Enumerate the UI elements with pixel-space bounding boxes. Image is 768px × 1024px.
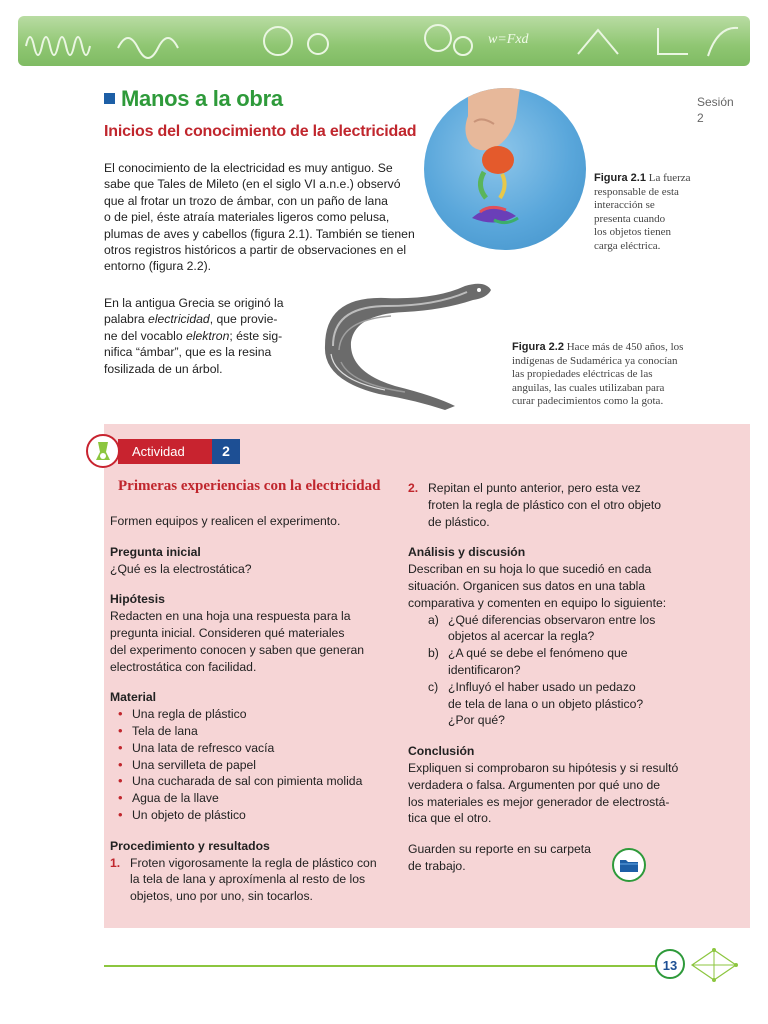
question-a	[428, 612, 688, 646]
question-text	[448, 679, 643, 729]
activity-number: 2	[212, 439, 240, 464]
session-label	[697, 94, 734, 126]
text-line: de plástico.	[428, 514, 490, 529]
caption-line: curar padecimientos como la gota.	[512, 395, 664, 408]
text-span: palabra	[104, 312, 149, 327]
text-line: entorno (figura 2.2).	[104, 259, 212, 274]
activity-experiment-icon	[86, 434, 120, 468]
header-banner	[18, 16, 750, 66]
italic-word: electricidad	[148, 312, 210, 327]
intro-subtitle: Inicios del conocimiento de la electricidad	[104, 123, 417, 140]
question-label: c)	[428, 679, 439, 694]
list-item: • Un objeto de plástico	[118, 807, 400, 824]
text-line: Describan en su hoja lo que sucedió en cada	[408, 562, 652, 577]
text-line: pregunta inicial. Consideren qué materiales	[110, 625, 345, 640]
procedure-step-1	[110, 855, 400, 905]
list-item: • Tela de lana	[118, 723, 400, 740]
figure-2-2-eel-illustration	[305, 276, 500, 411]
conclusion-heading: Conclusión	[408, 744, 475, 759]
caption-line: las propiedades eléctricas de las	[512, 368, 653, 381]
caption-line: indígenas de Sudamérica ya conocían	[512, 354, 678, 367]
text-line: los materiales es mejor generador de electrostá-	[408, 794, 670, 809]
italic-word: elektron	[186, 328, 230, 343]
text-line: del experimento conocen y saben que generan	[110, 642, 365, 657]
text-line: tica que el otro.	[408, 811, 492, 826]
session-label-text: Sesión	[697, 95, 734, 109]
text-line: sabe que Tales de Mileto (en el siglo VI a.n.e.) observó	[104, 177, 401, 192]
text-line: En la antigua Grecia se originó la	[104, 296, 284, 310]
step-text	[428, 480, 661, 530]
text-line: verdadera o falsa. Argumenten por qué uno de	[408, 777, 661, 792]
text-line	[104, 311, 304, 327]
text-line: nifica “ámbar”, que es la resina	[104, 345, 272, 360]
figure-label: Figura 2.1	[594, 172, 646, 184]
blue-square-icon	[104, 93, 115, 104]
activity-intro: Formen equipos y realicen el experimento.	[110, 514, 341, 528]
text-line: El conocimiento de la electricidad es muy antiguo. Se	[104, 161, 393, 175]
caption-line: presenta cuando	[594, 212, 666, 225]
caption-line: interacción se	[594, 199, 655, 212]
activity-title: Primeras experiencias con la electricidad	[118, 478, 381, 494]
intro-paragraph-1	[104, 160, 436, 275]
question-text	[448, 645, 628, 679]
text-line: electrostática con facilidad.	[110, 659, 257, 674]
list-item: • Una lata de refresco vacía	[118, 740, 400, 757]
text-line: que al frotar un trozo de ámbar, con un paño de lana	[104, 193, 388, 208]
text-span: ; éste sig-	[229, 328, 283, 343]
text-line: otros registros históricos a partir de observaciones en el	[104, 243, 407, 258]
caption-line	[512, 341, 742, 355]
text-line	[104, 328, 304, 344]
procedure-heading: Procedimiento y resultados	[110, 838, 270, 853]
caption-line: carga eléctrica.	[594, 239, 661, 252]
footer-sparkle-decoration	[684, 940, 744, 990]
question-label: a)	[428, 612, 439, 627]
section-title-text: Manos a la obra	[121, 86, 283, 111]
text-line: ¿Por qué?	[448, 713, 505, 728]
intro-paragraph-2	[104, 295, 304, 377]
question-text: ¿Qué es la electrostática?	[110, 561, 252, 576]
save-note	[408, 841, 688, 875]
question-heading: Pregunta inicial	[110, 544, 201, 559]
caption-text: La fuerza	[645, 172, 691, 184]
caption-line	[594, 172, 734, 186]
session-number: 2	[697, 111, 704, 125]
text-line: ¿Qué diferencias observaron entre los	[448, 612, 656, 627]
text-line: objetos al acercar la regla?	[448, 629, 595, 644]
question-c	[428, 679, 688, 729]
list-item: • Agua de la llave	[118, 790, 400, 807]
caption-line: responsable de esta	[594, 185, 679, 198]
text-span: , que provie-	[209, 312, 278, 327]
list-item: • Una regla de plástico	[118, 706, 400, 723]
figure-2-2-caption	[512, 341, 742, 409]
figure-2-1-photo	[424, 88, 586, 250]
text-line: la tela de lana y aproxímenla al resto de los	[130, 872, 366, 887]
figure-2-1-caption	[594, 172, 734, 254]
text-line: situación. Organicen sus datos en una tabla	[408, 578, 646, 593]
page-number: 13	[655, 949, 685, 979]
text-line: fosilizada de un árbol.	[104, 361, 223, 376]
text-line: froten la regla de plástico con el otro objeto	[428, 497, 662, 512]
text-line: plumas de aves y cabellos (figura 2.1). También se tienen	[104, 226, 415, 241]
text-line: ¿A qué se debe el fenómeno que	[448, 646, 628, 661]
step-number: 1.	[110, 855, 121, 870]
text-line: Repitan el punto anterior, pero esta vez	[428, 481, 641, 495]
hypothesis-heading: Hipótesis	[110, 592, 165, 607]
text-span: ne del vocablo	[104, 328, 186, 343]
text-line: Expliquen si comprobaron su hipótesis y si resultó	[408, 760, 679, 775]
material-heading: Material	[110, 690, 157, 705]
procedure-step-2	[408, 480, 688, 530]
footer-line	[104, 965, 656, 967]
question-b	[428, 645, 688, 679]
list-item: • Una cucharada de sal con pimienta molida	[118, 773, 400, 790]
text-line: identificaron?	[448, 662, 521, 677]
text-line: de tela de lana o un objeto plástico?	[448, 696, 644, 711]
analysis-heading: Análisis y discusión	[408, 545, 526, 560]
material-list	[118, 706, 400, 824]
list-item: • Una servilleta de papel	[118, 757, 400, 774]
hand-attracting-feathers-illustration	[424, 88, 586, 250]
caption-line: anguilas, las cuales utilizaban para	[512, 381, 665, 394]
text-line: objetos, uno por uno, sin tocarlos.	[130, 889, 313, 904]
step-text	[130, 855, 377, 905]
activity-right-column	[408, 480, 688, 875]
text-line: Redacten en una hoja una respuesta para la	[110, 609, 351, 624]
text-line: de trabajo.	[408, 858, 466, 873]
activity-tab: Actividad	[118, 439, 214, 464]
step-number: 2.	[408, 481, 419, 495]
text-line: Guarden su reporte en su carpeta	[408, 842, 591, 857]
text-line: Froten vigorosamente la regla de plástico con	[130, 855, 377, 870]
section-title	[104, 86, 283, 112]
activity-left-column	[110, 513, 400, 905]
text-line: o de piel, éste atraía materiales ligeros como pelusa,	[104, 210, 390, 225]
banner-decoration	[18, 16, 750, 66]
folder-icon	[612, 848, 646, 882]
question-text	[448, 612, 655, 646]
caption-text: Hace más de 450 años, los	[563, 341, 684, 353]
caption-line: los objetos tienen	[594, 226, 671, 239]
figure-label: Figura 2.2	[512, 341, 564, 353]
text-line: ¿Influyó el haber usado un pedazo	[448, 679, 636, 694]
question-label: b)	[428, 646, 439, 661]
banner-glyphs: w=Fxd	[488, 32, 529, 47]
text-line: comparativa y comenten en equipo lo siguiente:	[408, 595, 667, 610]
